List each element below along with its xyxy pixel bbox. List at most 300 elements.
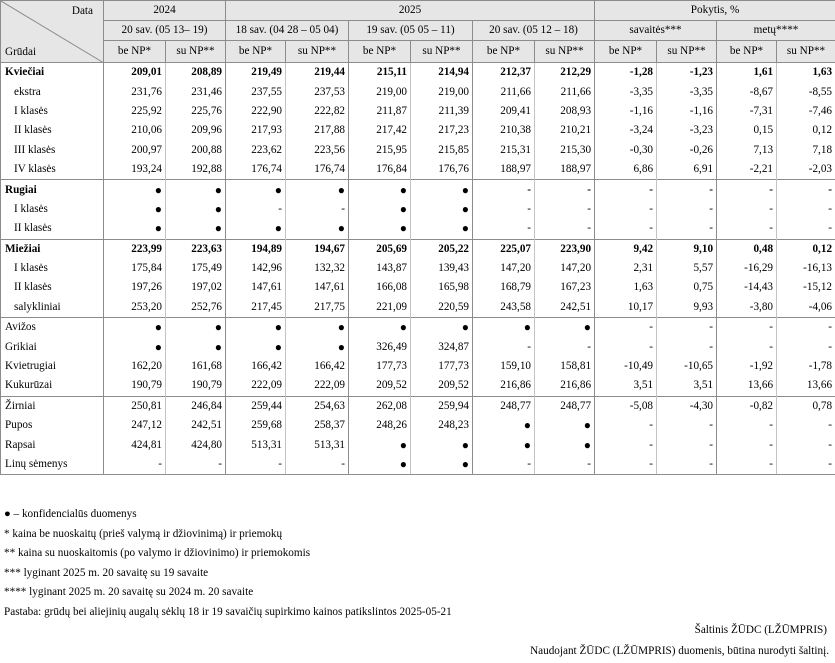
table-cell: 176,74	[286, 160, 349, 180]
table-cell: 223,62	[226, 141, 286, 160]
table-cell: 10,17	[595, 298, 657, 318]
table-cell: -	[473, 219, 535, 239]
table-cell: -	[717, 219, 777, 239]
table-cell: 243,58	[473, 298, 535, 318]
row-label: Linų sėmenys	[1, 455, 104, 475]
table-cell: ●	[166, 200, 226, 219]
table-cell: 176,84	[349, 160, 411, 180]
table-cell: -	[104, 455, 166, 475]
table-cell: 200,88	[166, 141, 226, 160]
table-cell: 220,59	[411, 298, 473, 318]
table-cell: 208,89	[166, 63, 226, 83]
table-cell: 513,31	[226, 435, 286, 454]
table-cell: 197,02	[166, 278, 226, 297]
table-cell: 166,42	[226, 357, 286, 376]
row-label: II klasės	[1, 278, 104, 297]
row-label: Pupos	[1, 416, 104, 435]
row-label: salykliniai	[1, 298, 104, 318]
table-cell: 250,81	[104, 396, 166, 416]
table-cell: 143,87	[349, 259, 411, 278]
table-cell: 2,31	[595, 259, 657, 278]
table-cell: -	[777, 318, 835, 338]
table-cell: 424,81	[104, 435, 166, 454]
table-cell: 194,89	[226, 239, 286, 259]
su-np-header: su NP**	[411, 41, 473, 63]
table-cell: -	[717, 318, 777, 338]
table-cell: ●	[535, 318, 595, 338]
row-label: Grikiai	[1, 337, 104, 356]
table-cell: -	[657, 455, 717, 475]
table-cell: -0,82	[717, 396, 777, 416]
table-cell: -8,55	[777, 82, 835, 101]
table-row	[1, 357, 835, 376]
table-cell: 222,09	[226, 376, 286, 396]
table-cell: ●	[286, 219, 349, 239]
table-cell: -	[595, 416, 657, 435]
table-cell: 225,07	[473, 239, 535, 259]
table-cell: 217,88	[286, 121, 349, 140]
table-cell: 217,23	[411, 121, 473, 140]
table-cell: 162,20	[104, 357, 166, 376]
table-cell: -	[595, 219, 657, 239]
table-cell: 259,44	[226, 396, 286, 416]
table-cell: -14,43	[717, 278, 777, 297]
table-cell: -	[777, 416, 835, 435]
table-cell: 210,21	[535, 121, 595, 140]
table-cell: ●	[349, 455, 411, 475]
table-cell: 177,73	[411, 357, 473, 376]
table-cell: 217,42	[349, 121, 411, 140]
table-cell: ●	[349, 200, 411, 219]
week-20-header: 20 sav. (05 12 – 18)	[473, 21, 595, 41]
footnote-su-np: ** kaina su nuoskaitomis (po valymo ir džiovinimo) ir priemokomis	[4, 547, 311, 560]
table-cell: 175,49	[166, 259, 226, 278]
table-cell: 210,06	[104, 121, 166, 140]
table-row	[1, 239, 835, 259]
table-cell: ●	[226, 318, 286, 338]
table-cell: 168,79	[473, 278, 535, 297]
table-cell: 513,31	[286, 435, 349, 454]
table-cell: -	[657, 416, 717, 435]
table-row	[1, 63, 835, 83]
table-cell: -1,23	[657, 63, 717, 83]
table-cell: 209,52	[411, 376, 473, 396]
row-label: Žirniai	[1, 396, 104, 416]
table-cell: 217,75	[286, 298, 349, 318]
table-cell: 211,87	[349, 102, 411, 121]
row-label: I klasės	[1, 200, 104, 219]
table-row	[1, 259, 835, 278]
table-cell: -	[595, 337, 657, 356]
table-row	[1, 278, 835, 297]
table-cell: 1,63	[595, 278, 657, 297]
table-cell: 225,92	[104, 102, 166, 121]
table-cell: ●	[411, 455, 473, 475]
table-cell: 209,96	[166, 121, 226, 140]
table-row	[1, 435, 835, 454]
table-cell: 5,57	[657, 259, 717, 278]
table-cell: -	[657, 318, 717, 338]
table-cell: 242,51	[166, 416, 226, 435]
table-cell: -	[535, 200, 595, 219]
table-cell: -3,35	[657, 82, 717, 101]
table-cell: 217,93	[226, 121, 286, 140]
table-cell: ●	[411, 219, 473, 239]
table-cell: ●	[226, 337, 286, 356]
week-19-header: 19 sav. (05 05 – 11)	[349, 21, 473, 41]
table-cell: 165,98	[411, 278, 473, 297]
table-cell: -	[777, 200, 835, 219]
table-cell: 225,76	[166, 102, 226, 121]
table-cell: ●	[166, 337, 226, 356]
table-row	[1, 318, 835, 338]
table-cell: -15,12	[777, 278, 835, 297]
table-cell: 166,42	[286, 357, 349, 376]
table-cell: ●	[473, 435, 535, 454]
table-cell: ●	[104, 180, 166, 200]
table-cell: 248,23	[411, 416, 473, 435]
table-cell: 215,85	[411, 141, 473, 160]
table-cell: -	[473, 180, 535, 200]
table-cell: ●	[411, 200, 473, 219]
row-label: I klasės	[1, 259, 104, 278]
table-cell: 222,90	[226, 102, 286, 121]
row-label: Kviečiai	[1, 63, 104, 83]
table-cell: 0,12	[777, 121, 835, 140]
table-cell: -	[473, 455, 535, 475]
table-cell: ●	[226, 180, 286, 200]
table-cell: 205,22	[411, 239, 473, 259]
table-cell: 211,39	[411, 102, 473, 121]
table-cell: 177,73	[349, 357, 411, 376]
table-cell: ●	[535, 416, 595, 435]
table-cell: -	[777, 455, 835, 475]
table-cell: 214,94	[411, 63, 473, 83]
su-np-header: su NP**	[535, 41, 595, 63]
table-cell: 253,20	[104, 298, 166, 318]
table-cell: -	[657, 200, 717, 219]
table-cell: -2,03	[777, 160, 835, 180]
table-cell: 194,67	[286, 239, 349, 259]
table-cell: 7,18	[777, 141, 835, 160]
table-cell: -0,30	[595, 141, 657, 160]
table-row	[1, 82, 835, 101]
table-cell: 212,29	[535, 63, 595, 83]
table-cell: 139,43	[411, 259, 473, 278]
table-cell: -1,92	[717, 357, 777, 376]
week-18-header: 18 sav. (04 28 – 05 04)	[226, 21, 349, 41]
table-cell: ●	[104, 337, 166, 356]
table-cell: -3,35	[595, 82, 657, 101]
table-row	[1, 455, 835, 475]
table-cell: 0,15	[717, 121, 777, 140]
row-label: I klasės	[1, 102, 104, 121]
table-cell: 222,09	[286, 376, 349, 396]
table-cell: -	[657, 180, 717, 200]
table-cell: ●	[349, 318, 411, 338]
table-cell: ●	[349, 435, 411, 454]
table-cell: ●	[166, 180, 226, 200]
table-cell: 176,74	[226, 160, 286, 180]
table-row	[1, 337, 835, 356]
table-cell: 200,97	[104, 141, 166, 160]
table-cell: ●	[104, 219, 166, 239]
table-row	[1, 219, 835, 239]
table-cell: 210,38	[473, 121, 535, 140]
table-cell: 0,48	[717, 239, 777, 259]
table-body	[1, 63, 835, 475]
table-cell: 424,80	[166, 435, 226, 454]
table-row	[1, 121, 835, 140]
table-row	[1, 416, 835, 435]
be-np-header: be NP*	[104, 41, 166, 63]
table-cell: 231,46	[166, 82, 226, 101]
table-cell: ●	[349, 219, 411, 239]
footnote-weekly: *** lyginant 2025 m. 20 savaitę su 19 savaite	[4, 566, 209, 579]
row-label: Rugiai	[1, 180, 104, 200]
table-row	[1, 376, 835, 396]
table-cell: ●	[166, 318, 226, 338]
table-cell: 175,84	[104, 259, 166, 278]
table-cell: 159,10	[473, 357, 535, 376]
table-cell: 9,93	[657, 298, 717, 318]
table-cell: 221,09	[349, 298, 411, 318]
table-cell: -	[595, 180, 657, 200]
table-cell: -2,21	[717, 160, 777, 180]
table-cell: -	[717, 416, 777, 435]
table-cell: -	[717, 435, 777, 454]
table-cell: 9,10	[657, 239, 717, 259]
table-cell: -	[226, 455, 286, 475]
table-cell: -	[777, 337, 835, 356]
table-cell: -	[286, 200, 349, 219]
table-cell: ●	[411, 318, 473, 338]
table-cell: ●	[286, 337, 349, 356]
table-cell: -10,49	[595, 357, 657, 376]
table-cell: 6,86	[595, 160, 657, 180]
table-cell: -	[717, 180, 777, 200]
corner-date-label: Data	[71, 5, 93, 17]
table-cell: -16,13	[777, 259, 835, 278]
table-cell: 142,96	[226, 259, 286, 278]
table-cell: 158,81	[535, 357, 595, 376]
table-cell: -1,28	[595, 63, 657, 83]
table-cell: 188,97	[535, 160, 595, 180]
table-cell: 215,11	[349, 63, 411, 83]
table-cell: ●	[349, 180, 411, 200]
su-np-header: su NP**	[286, 41, 349, 63]
row-label: Kvietrugiai	[1, 357, 104, 376]
table-cell: 222,82	[286, 102, 349, 121]
table-cell: -	[535, 219, 595, 239]
table-cell: 219,49	[226, 63, 286, 83]
table-cell: -	[595, 318, 657, 338]
table-row	[1, 102, 835, 121]
table-cell: ●	[226, 219, 286, 239]
table-cell: -	[657, 337, 717, 356]
table-cell: ●	[104, 318, 166, 338]
table-cell: -	[286, 455, 349, 475]
su-np-header: su NP**	[777, 41, 835, 63]
weekly-change-header: savaitės***	[595, 21, 717, 41]
row-label: Miežiai	[1, 239, 104, 259]
table-cell: 166,08	[349, 278, 411, 297]
table-cell: -	[595, 455, 657, 475]
table-cell: 223,90	[535, 239, 595, 259]
table-cell: 217,45	[226, 298, 286, 318]
be-np-header: be NP*	[349, 41, 411, 63]
table-cell: 208,93	[535, 102, 595, 121]
table-cell: 147,61	[226, 278, 286, 297]
table-cell: ●	[473, 318, 535, 338]
table-cell: -	[473, 337, 535, 356]
table-cell: 0,78	[777, 396, 835, 416]
table-cell: 193,24	[104, 160, 166, 180]
table-cell: 258,37	[286, 416, 349, 435]
table-cell: 212,37	[473, 63, 535, 83]
table-cell: 205,69	[349, 239, 411, 259]
table-cell: 215,95	[349, 141, 411, 160]
footnote-confidential: ● – konfidencialūs duomenys	[4, 508, 137, 520]
table-cell: 216,86	[535, 376, 595, 396]
table-cell: 223,99	[104, 239, 166, 259]
source-label: Šaltinis ŽŪDC (LŽŪMPRIS)	[694, 624, 827, 636]
table-cell: -	[717, 337, 777, 356]
table-cell: -	[595, 200, 657, 219]
table-cell: ●	[473, 416, 535, 435]
be-np-header: be NP*	[226, 41, 286, 63]
table-cell: 3,51	[657, 376, 717, 396]
table-cell: -	[777, 435, 835, 454]
table-cell: ●	[411, 180, 473, 200]
table-cell: 190,79	[166, 376, 226, 396]
su-np-header: su NP**	[166, 41, 226, 63]
table-cell: -	[535, 455, 595, 475]
table-cell: -3,80	[717, 298, 777, 318]
table-cell: -7,31	[717, 102, 777, 121]
attribution-note: Naudojant ŽŪDC (LŽŪMPRIS) duomenis, būtina nurodyti šaltinį.	[530, 645, 829, 657]
table-row	[1, 141, 835, 160]
row-label: ekstra	[1, 82, 104, 101]
row-label: II klasės	[1, 219, 104, 239]
table-cell: 248,77	[473, 396, 535, 416]
table-cell: -0,26	[657, 141, 717, 160]
table-cell: 247,12	[104, 416, 166, 435]
be-np-header: be NP*	[595, 41, 657, 63]
table-cell: 161,68	[166, 357, 226, 376]
table-cell: 1,63	[777, 63, 835, 83]
table-cell: 3,51	[595, 376, 657, 396]
table-cell: -	[777, 219, 835, 239]
table-cell: -3,24	[595, 121, 657, 140]
table-cell: -4,30	[657, 396, 717, 416]
table-cell: -	[777, 180, 835, 200]
row-label: III klasės	[1, 141, 104, 160]
table-cell: 209,01	[104, 63, 166, 83]
table-cell: -7,46	[777, 102, 835, 121]
table-cell: -	[535, 337, 595, 356]
table-cell: 219,00	[411, 82, 473, 101]
table-cell: 176,76	[411, 160, 473, 180]
table-cell: 219,44	[286, 63, 349, 83]
table-cell: -	[473, 200, 535, 219]
table-cell: 188,97	[473, 160, 535, 180]
row-label: Kukurūzai	[1, 376, 104, 396]
table-cell: -1,16	[595, 102, 657, 121]
year-2024-header: 2024	[104, 1, 226, 21]
table-cell: 248,26	[349, 416, 411, 435]
table-row	[1, 200, 835, 219]
table-cell: -	[535, 180, 595, 200]
table-cell: 254,63	[286, 396, 349, 416]
table-cell: -4,06	[777, 298, 835, 318]
table-cell: 237,53	[286, 82, 349, 101]
table-cell: 192,88	[166, 160, 226, 180]
table-cell: 211,66	[473, 82, 535, 101]
table-cell: 215,31	[473, 141, 535, 160]
table-cell: 147,20	[473, 259, 535, 278]
footnote-yearly: **** lyginant 2025 m. 20 savaitę su 2024 m. 20 savaite	[4, 586, 254, 599]
table-cell: -3,23	[657, 121, 717, 140]
table-cell: 7,13	[717, 141, 777, 160]
row-label: IV klasės	[1, 160, 104, 180]
table-cell: -16,29	[717, 259, 777, 278]
table-cell: ●	[535, 435, 595, 454]
table-cell: -	[717, 200, 777, 219]
table-cell: 324,87	[411, 337, 473, 356]
table-cell: 215,30	[535, 141, 595, 160]
table-cell: ●	[104, 200, 166, 219]
table-cell: ●	[411, 435, 473, 454]
table-cell: 132,32	[286, 259, 349, 278]
table-cell: -	[717, 455, 777, 475]
table-cell: 231,76	[104, 82, 166, 101]
table-cell: -	[657, 219, 717, 239]
table-cell: 167,23	[535, 278, 595, 297]
table-cell: 9,42	[595, 239, 657, 259]
table-cell: 259,94	[411, 396, 473, 416]
table-cell: -8,67	[717, 82, 777, 101]
table-cell: 1,61	[717, 63, 777, 83]
table-cell: 223,63	[166, 239, 226, 259]
footnote-be-np: * kaina be nuoskaitų (prieš valymą ir džiovinimą) ir priemokų	[4, 527, 283, 540]
table-cell: 6,91	[657, 160, 717, 180]
row-label: Rapsai	[1, 435, 104, 454]
table-cell: 0,12	[777, 239, 835, 259]
table-cell: -	[226, 200, 286, 219]
table-cell: -	[657, 435, 717, 454]
table-cell: 197,26	[104, 278, 166, 297]
table-cell: 13,66	[777, 376, 835, 396]
corner-header	[1, 1, 104, 63]
table-cell: 259,68	[226, 416, 286, 435]
table-cell: -1,78	[777, 357, 835, 376]
week-2024-header: 20 sav. (05 13– 19)	[104, 21, 226, 41]
table-cell: -10,65	[657, 357, 717, 376]
table-row	[1, 396, 835, 416]
table-row	[1, 180, 835, 200]
table-cell: 219,00	[349, 82, 411, 101]
su-np-header: su NP**	[657, 41, 717, 63]
table-cell: 248,77	[535, 396, 595, 416]
corner-grain-label: Grūdai	[5, 46, 37, 58]
table-cell: ●	[286, 180, 349, 200]
table-cell: 147,61	[286, 278, 349, 297]
table-cell: 242,51	[535, 298, 595, 318]
year-2025-header: 2025	[226, 1, 595, 21]
table-cell: 262,08	[349, 396, 411, 416]
table-cell: 209,52	[349, 376, 411, 396]
